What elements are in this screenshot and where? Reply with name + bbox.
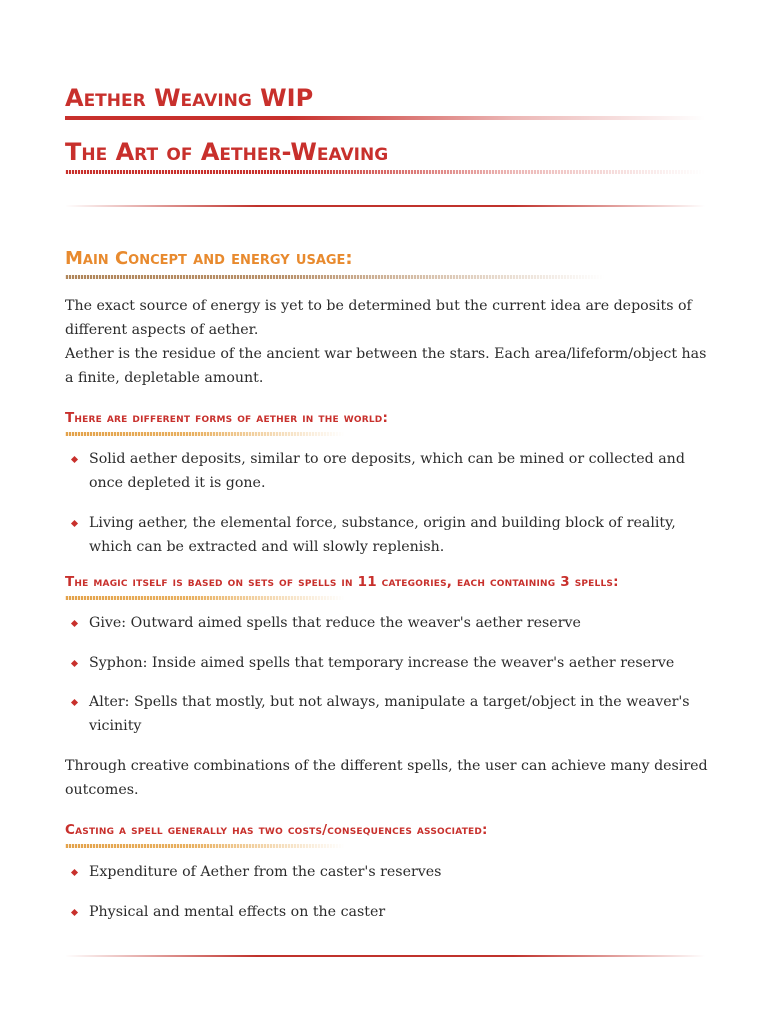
list-item (65, 651, 705, 675)
subheading-underline (65, 844, 345, 848)
list-item (65, 611, 705, 635)
subheading-forms: There are different forms of aether in the world: (65, 410, 389, 426)
list-item-text: Living aether, the elemental force, substance, origin and building block of reality, which can be extracted and will slowly replenish. (89, 515, 676, 555)
list-item-text: Alter: Spells that mostly, but not always, manipulate a target/object in the weaver's vicinity (89, 694, 690, 734)
list-item (65, 900, 705, 924)
subheading-magic: The magic itself is based on sets of spells in 11 categories, each containing 3 spells: (65, 574, 619, 590)
list-item-text: Physical and mental effects on the caster (89, 904, 386, 920)
list-item-text: Syphon: Inside aimed spells that temporary increase the weaver's aether reserve (89, 655, 675, 671)
section-heading-main-concept: Main Concept and energy usage: (65, 248, 353, 269)
list-item (65, 511, 705, 559)
subtitle-underline (65, 170, 705, 174)
list-item-text: Give: Outward aimed spells that reduce the weaver's aether reserve (89, 615, 581, 631)
document-title: Aether Weaving WIP (65, 84, 314, 112)
list-item (65, 860, 705, 884)
magic-outro-paragraph: Through creative combinations of the different spells, the user can achieve many desired outcomes. (65, 758, 708, 798)
intro-paragraph-2: Aether is the residue of the ancient war between the stars. Each area/lifeform/object has a finite, depletable amount. (65, 346, 707, 386)
subheading-underline (65, 432, 345, 436)
list-item-text: Expenditure of Aether from the caster's reserves (89, 864, 442, 880)
list-item (65, 690, 705, 738)
section-heading-underline (65, 275, 605, 279)
intro-paragraph-1: The exact source of energy is yet to be determined but the current idea are deposits of different aspects of aether. (65, 298, 692, 338)
list-item-text: Solid aether deposits, similar to ore deposits, which can be mined or collected and once depleted it is gone. (89, 451, 685, 491)
document-subtitle: The Art of Aether-Weaving (65, 138, 389, 166)
subheading-costs: Casting a spell generally has two costs/consequences associated: (65, 822, 488, 838)
title-underline (65, 116, 705, 120)
subheading-underline (65, 596, 345, 600)
section-divider-bottom (65, 955, 705, 957)
list-item (65, 447, 705, 495)
section-divider-top (65, 205, 705, 207)
